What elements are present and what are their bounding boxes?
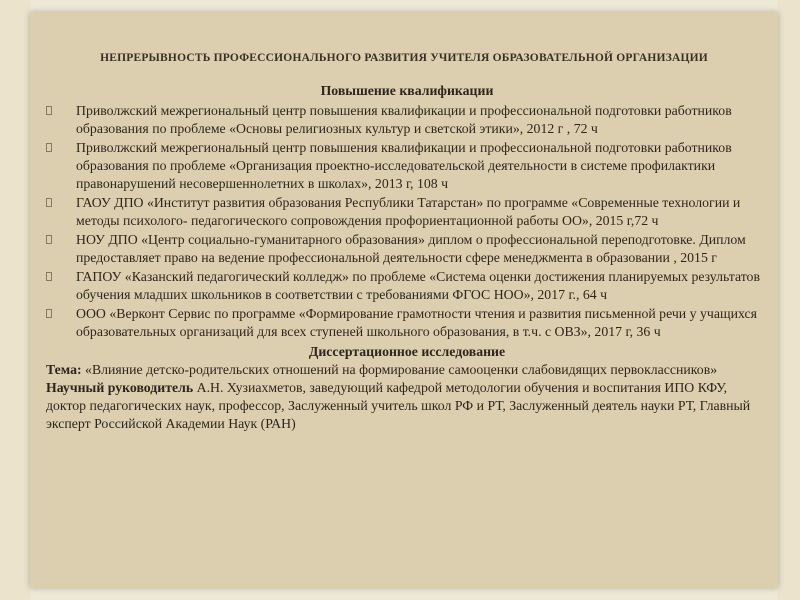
qualification-item-text: НОУ ДПО «Центр социально-гуманитарного образования» диплом о профессиональной переподготовке. Диплом предоставляет право на ведение профессиональной деятельности сфере менеджмента в образовании , 2015 г bbox=[76, 232, 746, 265]
theme-text: «Влияние детско-родительских отношений на формирование самооценки слабовидящих первоклассников» bbox=[85, 362, 718, 377]
qualification-item-text: Приволжский межрегиональный центр повышения квалификации и профессиональной подготовки работников образования по проблеме «Организация проектно-исследовательской деятельности в системе профилактики правонарушений несовершеннолетних в школах», 2013 г, 108 ч bbox=[76, 140, 732, 191]
slide-content bbox=[46, 82, 768, 433]
qualification-item-text: ГАПОУ «Казанский педагогический колледж» по проблеме «Система оценки достижения планируемых результатов обучения младших школьников в соответствии с требованиями ФГОС НОО», 2017 г., 64 ч bbox=[76, 269, 760, 302]
theme-label: Тема: bbox=[46, 362, 86, 377]
left-decor-bar bbox=[0, 0, 30, 600]
bullet-icon bbox=[46, 106, 52, 115]
qualification-item bbox=[46, 194, 768, 230]
qualification-item bbox=[46, 268, 768, 304]
qualification-item bbox=[46, 231, 768, 267]
bullet-icon bbox=[46, 235, 52, 244]
slide-title: НЕПРЕРЫВНОСТЬ ПРОФЕССИОНАЛЬНОГО РАЗВИТИЯ УЧИТЕЛЯ ОБРАЗОВАТЕЛЬНОЙ ОРГАНИЗАЦИИ bbox=[100, 52, 708, 64]
qualification-item bbox=[46, 102, 768, 138]
qualification-heading: Повышение квалификации bbox=[320, 83, 494, 98]
bullet-icon bbox=[46, 198, 52, 207]
qualification-item-text: ООО «Верконт Сервис по программе «Формирование грамотности чтения и развития письменной речи у учащихся образовательных организаций для всех ступеней школьного образования, в т.ч. с ОВЗ», 2017 г, 36 ч bbox=[76, 306, 757, 339]
bullet-icon bbox=[46, 143, 52, 152]
qualification-item bbox=[46, 305, 768, 341]
bullet-icon bbox=[46, 272, 52, 281]
supervisor-label: Научный руководитель bbox=[46, 380, 194, 395]
dissertation-theme bbox=[46, 361, 768, 433]
qualification-item-text: Приволжский межрегиональный центр повышения квалификации и профессиональной подготовки работников образования по проблеме «Основы религиозных культур и светской этики», 2012 г , 72 ч bbox=[76, 103, 732, 136]
supervisor-text: А.Н. Хузиахметов, заведующий кафедрой методологии обучения и воспитания ИПО КФУ, доктор педагогических наук, профессор, Заслуженный учитель школ РФ и РТ, Заслуженный деятель науки РТ, Главный эксперт Российской Академии Наук (РАН) bbox=[46, 380, 751, 431]
right-decor-bar bbox=[778, 0, 800, 600]
qualification-item-text: ГАОУ ДПО «Институт развития образования Республики Татарстан» по программе «Современные технологии и методы психолого- педагогического сопровождения профориентационной работы ОО», 2015 г,72 ч bbox=[76, 195, 741, 228]
bullet-icon bbox=[46, 309, 52, 318]
content-panel bbox=[30, 12, 778, 588]
dissertation-heading: Диссертационное исследование bbox=[308, 344, 506, 359]
qualification-item bbox=[46, 139, 768, 193]
